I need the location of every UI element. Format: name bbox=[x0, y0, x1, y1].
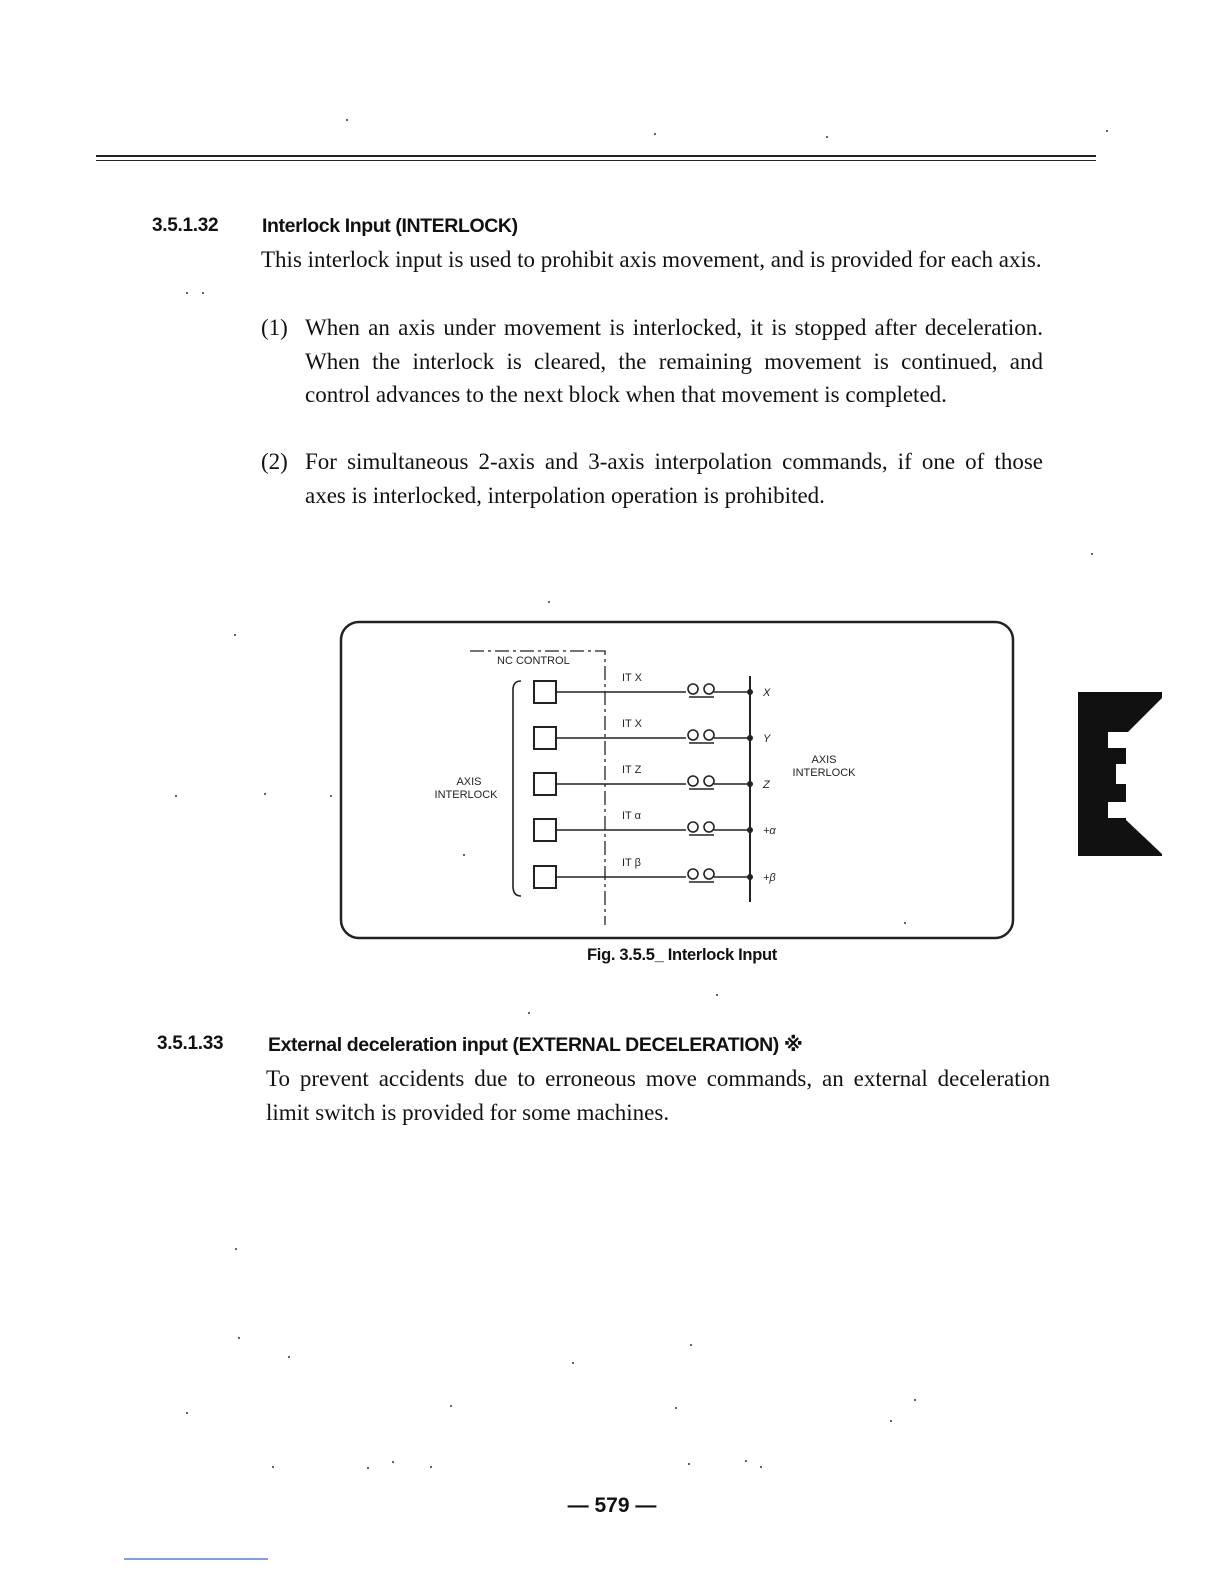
junction-dot bbox=[747, 827, 753, 833]
signal-label: IT α bbox=[622, 810, 641, 822]
input-square bbox=[534, 681, 556, 703]
scan-speck bbox=[890, 1420, 892, 1422]
scan-speck bbox=[463, 854, 465, 856]
contact-terminal bbox=[688, 684, 698, 694]
contact-terminal bbox=[704, 776, 714, 786]
junction-dot bbox=[747, 874, 753, 880]
junction-dot bbox=[747, 781, 753, 787]
axis-label: Y bbox=[763, 733, 771, 745]
contact-terminal bbox=[688, 776, 698, 786]
right-label-line2: INTERLOCK bbox=[792, 767, 856, 779]
scan-speck bbox=[272, 1466, 274, 1468]
input-square bbox=[534, 866, 556, 888]
scan-speck bbox=[450, 1405, 452, 1407]
scan-speck bbox=[914, 1399, 916, 1401]
scan-speck bbox=[202, 292, 204, 294]
scan-speck bbox=[1091, 553, 1093, 555]
right-label-line1: AXIS bbox=[811, 754, 837, 766]
scan-speck bbox=[572, 1362, 574, 1364]
scan-speck bbox=[548, 601, 550, 603]
scan-speck bbox=[904, 922, 906, 924]
contact-terminal bbox=[688, 869, 698, 879]
scan-speck bbox=[654, 133, 656, 135]
list-item-text: For simultaneous 2-axis and 3-axis interpolation commands, if one of those axes is interlocked, interpolation operation is prohibited. bbox=[305, 449, 1043, 508]
section-number: 3.5.1.32 bbox=[152, 215, 219, 236]
scan-speck bbox=[528, 1012, 530, 1014]
scan-speck bbox=[430, 1466, 432, 1468]
contact-terminal bbox=[688, 822, 698, 832]
section-intro: To prevent accidents due to erroneous move commands, an external deceleration limit switch is provided for some machines. bbox=[266, 1066, 1050, 1125]
page-number: — 579 — bbox=[567, 1494, 657, 1517]
scan-speck bbox=[238, 1337, 240, 1339]
scan-speck bbox=[745, 1460, 747, 1462]
list-item-number: (1) bbox=[261, 315, 288, 340]
junction-dot bbox=[747, 735, 753, 741]
axis-label: +α bbox=[763, 825, 776, 837]
footer-line bbox=[124, 1558, 268, 1560]
signal-label: IT β bbox=[622, 857, 641, 869]
scan-speck bbox=[186, 1412, 188, 1414]
chapter-tab bbox=[1078, 692, 1162, 856]
input-square bbox=[534, 773, 556, 795]
left-label-line2: INTERLOCK bbox=[434, 789, 498, 801]
scan-speck bbox=[288, 1356, 290, 1358]
chapter-tab-label: 3 bbox=[1078, 692, 1079, 693]
scan-speck bbox=[690, 1344, 692, 1346]
scan-speck bbox=[264, 793, 266, 795]
scan-speck bbox=[186, 292, 188, 294]
left-brace bbox=[513, 681, 521, 896]
scan-speck bbox=[826, 136, 828, 138]
contact-terminal bbox=[704, 869, 714, 879]
contact-terminal bbox=[688, 730, 698, 740]
scan-speck bbox=[346, 119, 348, 121]
scan-speck bbox=[688, 1463, 690, 1465]
figure-frame bbox=[341, 622, 1013, 938]
section-number: 3.5.1.33 bbox=[157, 1033, 224, 1054]
signal-label: IT Z bbox=[622, 764, 642, 776]
scan-speck bbox=[367, 1467, 369, 1469]
nc-control-label: NC CONTROL bbox=[497, 655, 570, 667]
signal-label: IT X bbox=[622, 718, 642, 730]
axis-label: X bbox=[763, 687, 771, 699]
axis-label: Z bbox=[763, 779, 770, 791]
junction-dot bbox=[747, 689, 753, 695]
contact-terminal bbox=[704, 822, 714, 832]
scan-speck bbox=[760, 1466, 762, 1468]
section-title: External deceleration input (EXTERNAL DECELERATION) ※ bbox=[268, 1034, 803, 1056]
section-title: Interlock Input (INTERLOCK) bbox=[262, 215, 518, 237]
input-square bbox=[534, 727, 556, 749]
contact-terminal bbox=[704, 684, 714, 694]
signal-label: IT X bbox=[622, 672, 642, 684]
axis-label: +β bbox=[763, 872, 776, 884]
scan-speck bbox=[175, 795, 177, 797]
list-item-text: When an axis under movement is interlocked, it is stopped after deceleration. When the interlock is cleared, the remaining movement is continued, and control advances to the next block when that movement is completed. bbox=[305, 315, 1043, 407]
scan-speck bbox=[234, 634, 236, 636]
scan-speck bbox=[330, 795, 332, 797]
left-label-line1: AXIS bbox=[456, 776, 482, 788]
scan-speck bbox=[675, 1407, 677, 1409]
list-item-number: (2) bbox=[261, 449, 288, 474]
contact-terminal bbox=[704, 730, 714, 740]
scan-speck bbox=[1106, 130, 1108, 132]
input-square bbox=[534, 819, 556, 841]
scan-speck bbox=[392, 1461, 394, 1463]
scan-speck bbox=[235, 1248, 237, 1250]
section-intro: This interlock input is used to prohibit axis movement, and is provided for each axis. bbox=[261, 247, 1042, 272]
figure-caption: Fig. 3.5.5_ Interlock Input bbox=[587, 946, 777, 964]
scan-speck bbox=[716, 994, 718, 996]
